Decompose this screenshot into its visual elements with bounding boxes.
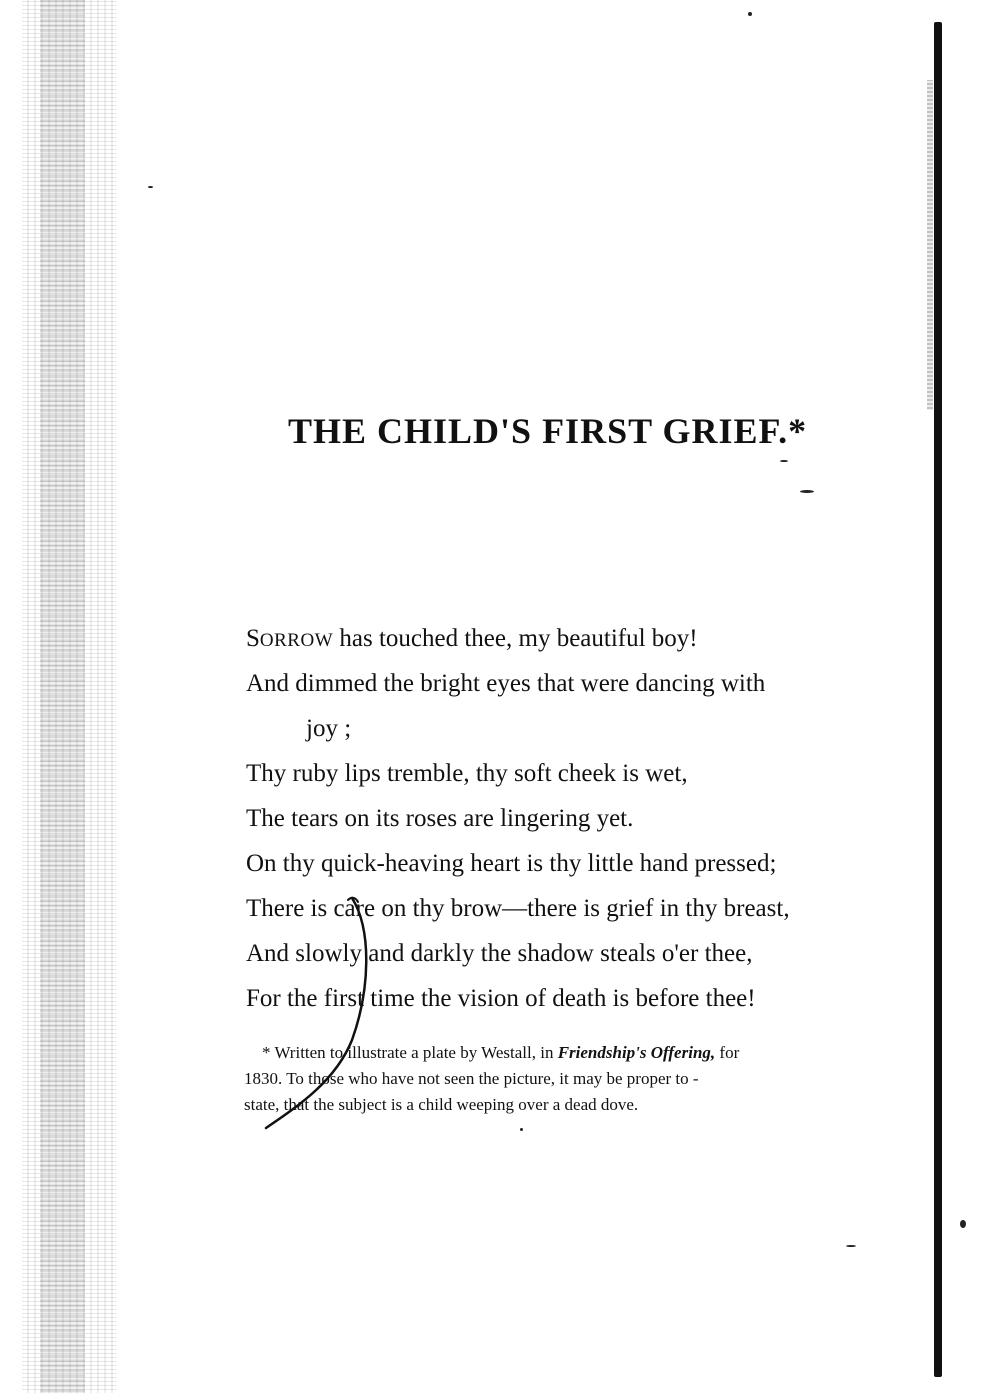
- poem-line-6: On thy quick-heaving heart is thy little hand pressed;: [246, 850, 777, 877]
- drop-initial: S: [246, 625, 260, 652]
- right-page-edge: [934, 22, 942, 1377]
- footnote-line-3: state, that the subject is a child weeping over a dead dove.: [244, 1095, 639, 1114]
- poem-body: [246, 616, 906, 1021]
- footnote-line-1: [244, 1040, 904, 1066]
- poem-title: THE CHILD'S FIRST GRIEF.*: [288, 411, 808, 451]
- scan-speck: [520, 1128, 523, 1131]
- scan-speck: [846, 1245, 856, 1247]
- scan-speck: [748, 12, 752, 16]
- left-gutter-scan-shadow: [40, 0, 85, 1393]
- poem-line-9: For the first time the vision of death is before thee!: [246, 985, 756, 1012]
- footnote-line-2: 1830. To those who have not seen the picture, it may be proper to -: [244, 1069, 699, 1088]
- poem-line-3: joy ;: [306, 715, 352, 742]
- footnote-publication-title: Friendship's Offering,: [557, 1043, 716, 1062]
- scan-speck: [148, 186, 153, 188]
- footnote-line-1-start: * Written to illustrate a plate by Westall, in: [262, 1043, 558, 1062]
- poem-line-2: And dimmed the bright eyes that were dancing with: [246, 670, 766, 697]
- footnote-line-1-end: for: [715, 1043, 740, 1062]
- scan-speck: [800, 490, 814, 493]
- footnote: [244, 1040, 904, 1118]
- poem-line-1: [246, 616, 906, 661]
- poem-line-4: Thy ruby lips tremble, thy soft cheek is wet,: [246, 760, 688, 787]
- poem-line-5: The tears on its roses are lingering yet.: [246, 805, 634, 832]
- right-edge-scan-noise: [927, 80, 933, 410]
- poem-line-7: There is care on thy brow—there is grief in thy breast,: [246, 895, 790, 922]
- poem-line-8: And slowly and darkly the shadow steals o'er thee,: [246, 940, 753, 967]
- scan-speck: [780, 460, 788, 462]
- small-caps-word: ORROW: [259, 630, 334, 651]
- poem-line-1-text: has touched thee, my beautiful boy!: [333, 625, 698, 652]
- scan-speck: [960, 1220, 966, 1228]
